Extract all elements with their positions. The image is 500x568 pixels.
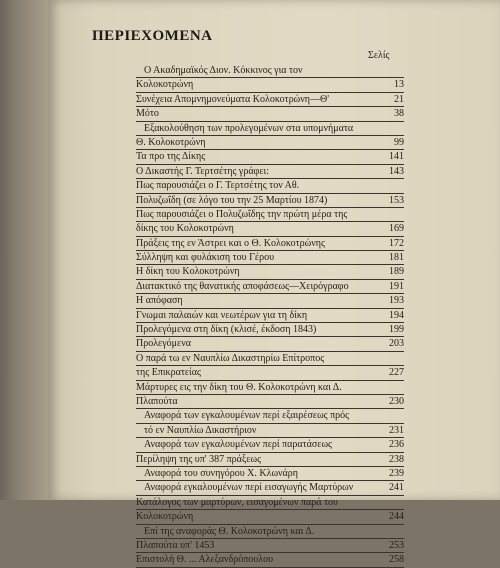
toc-entry-page: 99: [394, 136, 404, 148]
toc-entry-title: Σύλληψη και φυλάκιση του Γέρου: [136, 252, 275, 264]
toc-entry: [136, 122, 404, 136]
toc-entry-title: Κατάλογος των μαρτύρων, εισαγομένων παρά του: [136, 496, 338, 508]
toc-entry-page: 143: [389, 165, 404, 177]
toc-entry: [136, 395, 404, 409]
toc-entry-title: Επί της αναφοράς Θ. Κολοκοτρώνη και Δ.: [144, 525, 315, 537]
toc-entry-title: Εξακολούθηση των προλεγομένων στα υπομνήματα: [144, 122, 354, 134]
toc-entry-page: 38: [394, 108, 404, 120]
toc-entry-title: Περίληψη της υπ' 387 πράξεως: [136, 453, 262, 465]
toc-entry-page: 253: [389, 539, 404, 551]
toc-entry-page: 203: [389, 338, 404, 350]
toc-entry-title: Πράξεις της εν Άστρει και ο Θ. Κολοκοτρώνης: [136, 237, 325, 249]
toc-entry-page: 193: [389, 295, 404, 307]
toc-entry-title: Αναφορά των εγκαλουμένων περί παρατάσεως: [144, 439, 332, 451]
toc-entry-title: Αναφορά του συνηγόρου Χ. Κλωνάρη: [144, 467, 299, 479]
toc-entry: [136, 237, 404, 251]
toc-entry-page: 172: [389, 237, 404, 249]
toc-entry-title: Κολοκοτρώνη: [136, 511, 194, 523]
toc-entry: [136, 381, 404, 395]
toc-entry: [136, 424, 404, 438]
toc-entry: [136, 352, 404, 366]
toc-entry-title: Τα προ της Δίκης: [136, 151, 206, 163]
toc-entry: [136, 525, 404, 539]
toc-entry-title: Κολοκοτρώνη: [136, 79, 194, 91]
toc-entry-page: 238: [389, 453, 404, 465]
toc-entry-title: τό εν Ναυπλίω Δικαστήριον: [144, 424, 257, 436]
toc-entry: [136, 251, 404, 265]
toc-entry-page: 141: [389, 151, 404, 163]
toc-entry-page: 230: [389, 395, 404, 407]
toc-entry: [136, 496, 404, 510]
toc-entry-page: 191: [389, 280, 404, 292]
toc-entry-title: Θ. Κολοκοτρώνη: [136, 136, 206, 148]
toc-entry-page: 199: [389, 324, 404, 336]
contents-heading: ΠΕΡΙΕΧΟΜΕΝΑ: [92, 28, 213, 44]
toc-entry-title: Η δίκη του Κολοκοτρώνη: [136, 266, 240, 278]
toc-entry: [136, 337, 404, 351]
toc-entry-title: Πλαπούτα: [136, 395, 178, 407]
toc-entry: [136, 323, 404, 337]
toc-entry-title: Αναφορά των εγκαλουμένων περί εξαιρέσεως πρός: [144, 410, 350, 422]
toc-entry: [136, 467, 404, 481]
toc-entry-page: 231: [389, 424, 404, 436]
toc-entry: [136, 194, 404, 208]
toc-entry: [136, 366, 404, 380]
toc-entry: [136, 208, 404, 222]
toc-entry: [136, 179, 404, 193]
toc-entry-title: Διατακτικό της θανατικής αποφάσεως—Χειρόγραφο: [136, 280, 349, 292]
toc-entry: [136, 553, 404, 567]
toc-entry: [136, 280, 404, 294]
toc-entry-page: 189: [389, 266, 404, 278]
toc-entry: [136, 78, 404, 92]
toc-entry-title: Ο παρά τω εν Ναυπλίω Δικαστηρίω Επίτροπος: [136, 352, 325, 364]
toc-entry-page: 241: [389, 482, 404, 494]
toc-entry: [136, 309, 404, 323]
table-of-contents: [136, 64, 404, 568]
book-gutter: [0, 0, 48, 500]
toc-entry-page: 258: [389, 554, 404, 566]
toc-entry: [136, 93, 404, 107]
toc-entry: [136, 510, 404, 524]
toc-entry-title: Προλεγόμενα: [136, 338, 191, 350]
toc-entry-page: 239: [389, 467, 404, 479]
toc-entry-title: Μότο: [136, 108, 159, 120]
toc-entry-title: Η απόφαση: [136, 295, 183, 307]
toc-entry-page: 181: [389, 252, 404, 264]
toc-entry: [136, 64, 404, 78]
toc-entry: [136, 453, 404, 467]
toc-entry: [136, 136, 404, 150]
toc-entry: [136, 409, 404, 423]
toc-entry-page: 194: [389, 309, 404, 321]
toc-entry: [136, 165, 404, 179]
toc-entry-title: Ο Ακαδημαϊκός Διον. Κόκκινος για τον: [144, 65, 303, 76]
toc-entry: [136, 294, 404, 308]
toc-entry-page: 227: [389, 367, 404, 379]
page-column-label: Σελίς: [368, 50, 390, 61]
toc-entry-page: 13: [394, 79, 404, 91]
toc-entry-title: δίκης του Κολοκοτρώνη: [136, 223, 234, 235]
toc-entry: [136, 481, 404, 495]
toc-entry-title: της Επικρατείας: [136, 367, 201, 379]
toc-entry-title: Αναφορά εγκαλουμένων περί εισαγωγής Μαρτύρων: [144, 482, 354, 494]
toc-entry-page: 169: [389, 223, 404, 235]
toc-entry: [136, 107, 404, 121]
toc-entry-page: 153: [389, 194, 404, 206]
toc-entry: [136, 438, 404, 452]
toc-entry: [136, 222, 404, 236]
toc-entry-title: Πολυζωΐδη (σε λόγο του την 25 Μαρτίου 1874): [136, 194, 328, 206]
toc-entry: [136, 539, 404, 553]
toc-entry-title: Ο Δικαστής Γ. Τερτσέτης γράφει:: [136, 165, 269, 177]
toc-entry-title: Συνέχεια Απομνημονεύματα Κολοκοτρώνη—Θ': [136, 93, 330, 105]
toc-entry-title: Πλαπούτα υπ' 1453: [136, 539, 215, 551]
toc-entry-page: 21: [394, 93, 404, 105]
toc-entry-title: Γνωμαι παλαιών και νεωτέρων για τη δίκη: [136, 309, 308, 321]
toc-entry: [136, 150, 404, 164]
toc-entry-title: Προλεγόμενα στη δίκη (κλισέ, έκδοση 1843): [136, 324, 317, 336]
toc-entry-title: Πως παρουσιάζει ο Γ. Τερτσέτης τον Αθ.: [136, 180, 300, 192]
toc-entry-page: 236: [389, 439, 404, 451]
toc-entry-page: 244: [389, 511, 404, 523]
toc-entry-title: Μάρτυρες εις την δίκη του Θ. Κολοκοτρώνη και Δ.: [136, 381, 342, 393]
toc-entry-title: Πως παρουσιάζει ο Πολυζωΐδης την πρώτη μέρα της: [136, 208, 348, 220]
toc-entry: [136, 265, 404, 279]
toc-entry-title: Επιστολή Θ. ... Αλεξανδρόπουλου: [136, 554, 274, 566]
